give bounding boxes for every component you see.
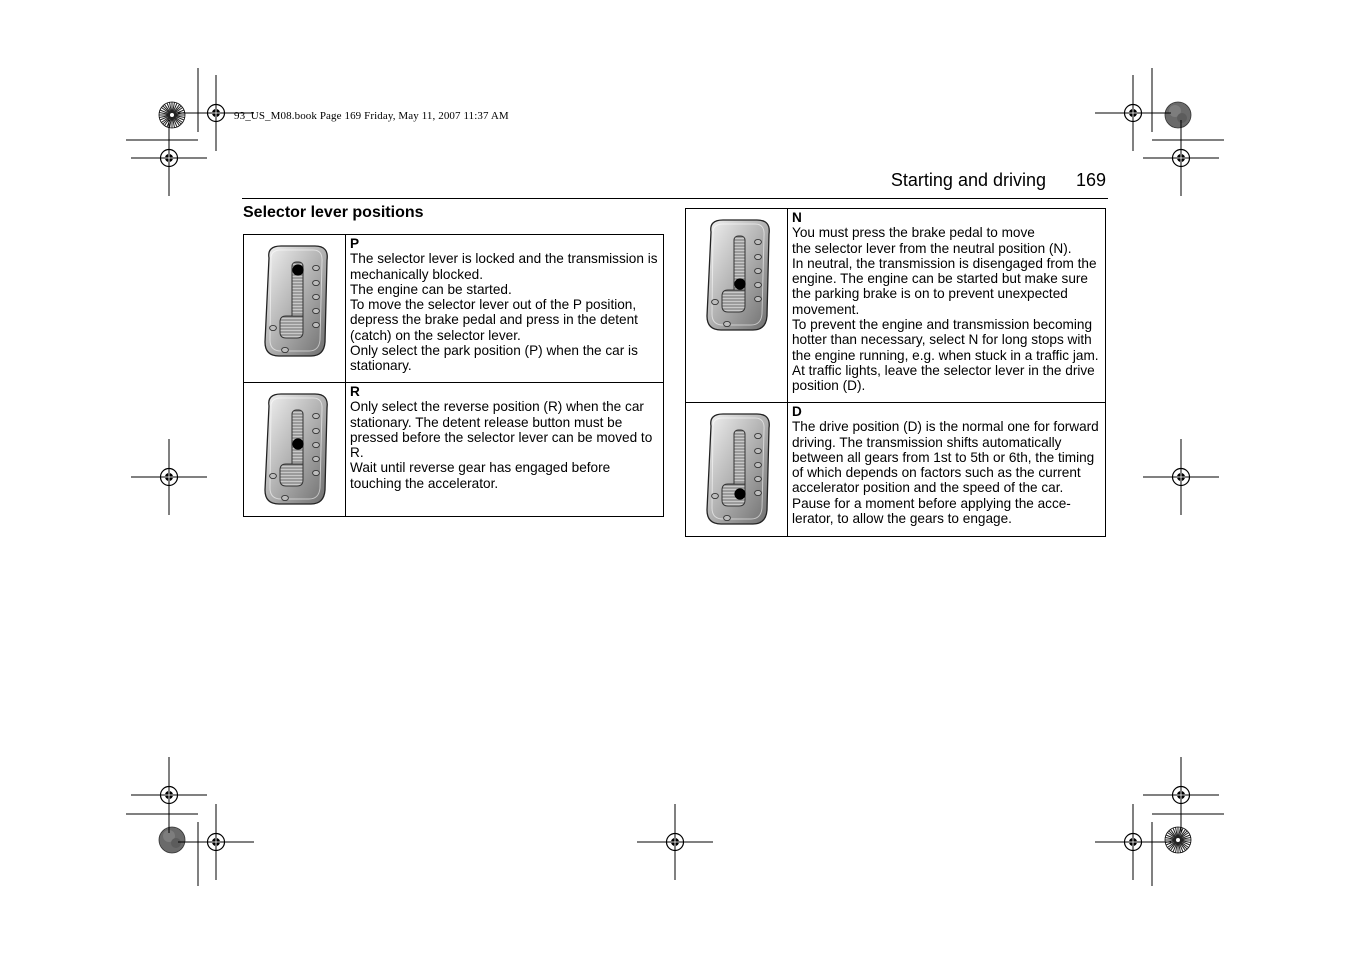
description-cell (788, 209, 1106, 403)
table-row-r (244, 383, 664, 517)
page-number: 169 (1075, 170, 1106, 190)
selector-table-left (243, 234, 664, 517)
description-cell (346, 383, 664, 517)
image-cell (686, 209, 788, 403)
table-row-p (244, 235, 664, 383)
position-letter: N (792, 210, 802, 225)
table-row-d (686, 403, 1106, 537)
position-description: You must press the brake pedal to move the selector lever from the neutral position (N). In neutral, the transmission is disengaged from the engine. The engine can be started but make sure the parking brake is on to prevent unexpected movement. To prevent the engine and transmission becoming hotter than necessary, select N for long stops with the engine running, e.g. when stuck in a traffic jam. At traffic lights, leave the selector lever in the drive position (D). (792, 225, 1099, 394)
section-title: Selector lever positions (243, 204, 424, 221)
selector-lever-d-icon (701, 412, 773, 526)
image-cell (244, 383, 346, 517)
image-cell (686, 403, 788, 537)
table-row-n (686, 209, 1106, 403)
selector-lever-n-icon (701, 218, 773, 332)
selector-lever-p-icon (259, 244, 331, 358)
position-letter: D (792, 404, 802, 419)
description-cell (346, 235, 664, 383)
selector-lever-r-icon (259, 392, 331, 506)
running-head (242, 170, 1108, 199)
print-header: 93_US_M08.book Page 169 Friday, May 11, 2007 11:37 AM (234, 110, 509, 122)
description-cell (788, 403, 1106, 537)
position-description: The selector lever is locked and the transmission is mechanically blocked. The engine can be started. To move the selector lever out of the P position, depress the brake pedal and press in the detent (catch) on the selector lever. Only select the park position (P) when the car is stationary. (350, 251, 658, 374)
position-description: Only select the reverse position (R) when the car stationary. The detent release button must be pressed before the selector lever can be moved to R. Wait until reverse gear has engaged before touching the accelerator. (350, 399, 653, 491)
position-letter: R (350, 384, 360, 399)
position-description: The drive position (D) is the normal one for forward driving. The transmission shifts automatically between all gears from 1st to 5th or 6th, the timing of which depends on factors such as the current accelerator position and the speed of the car. Pause for a moment before applying the acce- lerator, to allow the gears to engage. (792, 419, 1099, 527)
chapter-title: Starting and driving (890, 170, 1046, 190)
position-letter: P (350, 236, 360, 251)
image-cell (244, 235, 346, 383)
selector-table-right (685, 208, 1106, 537)
